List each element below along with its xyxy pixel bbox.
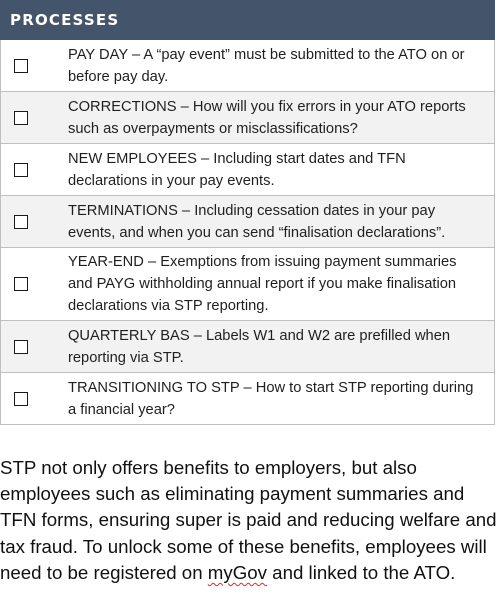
item-text-year-end: YEAR-END – Exemptions from issuing payment summaries and PAYG withholding annual report if you make finalisation declarations via STP reporting. xyxy=(68,254,457,314)
checklist-rows xyxy=(0,40,495,425)
item-text-new-employees: NEW EMPLOYEES – Including start dates and TFN declarations in your pay events. xyxy=(68,150,406,189)
item-text-pay-day: PAY DAY – A “pay event” must be submitted to the ATO on or before pay day. xyxy=(68,46,465,85)
checkbox-quarterly-bas[interactable] xyxy=(14,340,28,354)
checkbox-corrections[interactable] xyxy=(14,111,28,125)
item-text-quarterly-bas: QUARTERLY BAS – Labels W1 and W2 are prefilled when reporting via STP. xyxy=(68,327,451,366)
checkbox-pay-day[interactable] xyxy=(14,59,28,73)
checklist-row-new-employees xyxy=(1,144,494,196)
checkbox-year-end[interactable] xyxy=(14,277,28,291)
item-text-corrections: CORRECTIONS – How will you fix errors in your ATO reports such as overpayments or misclassifications? xyxy=(68,98,466,137)
paragraph-text-before: STP not only offers benefits to employers, but also employees such as eliminating payment summaries and TFN forms, ensuring super is paid and reducing welfare and tax fraud. To unlock some of these benefits, employees will need to be registered on xyxy=(0,457,497,583)
paragraph-text-after: and linked to the ATO. xyxy=(266,561,456,583)
spellcheck-flagged-word: myGov xyxy=(207,561,267,583)
checklist-row-transitioning xyxy=(1,373,494,425)
item-text-transitioning: TRANSITIONING TO STP – How to start STP reporting during a financial year? xyxy=(68,379,474,418)
checklist-row-terminations xyxy=(1,196,494,248)
checkbox-terminations[interactable] xyxy=(14,215,28,229)
checklist-row-corrections xyxy=(1,92,494,144)
checklist-row-quarterly-bas xyxy=(1,321,494,373)
item-text-terminations: TERMINATIONS – Including cessation dates in your pay events, and when you can send “finalisation declarations”. xyxy=(68,202,446,241)
checklist-header: PROCESSES xyxy=(0,0,495,40)
checkbox-new-employees[interactable] xyxy=(14,163,28,177)
checklist-row-year-end xyxy=(1,248,494,321)
body-paragraph xyxy=(0,455,497,586)
checkbox-transitioning[interactable] xyxy=(14,392,28,406)
checklist-row-pay-day xyxy=(1,40,494,92)
